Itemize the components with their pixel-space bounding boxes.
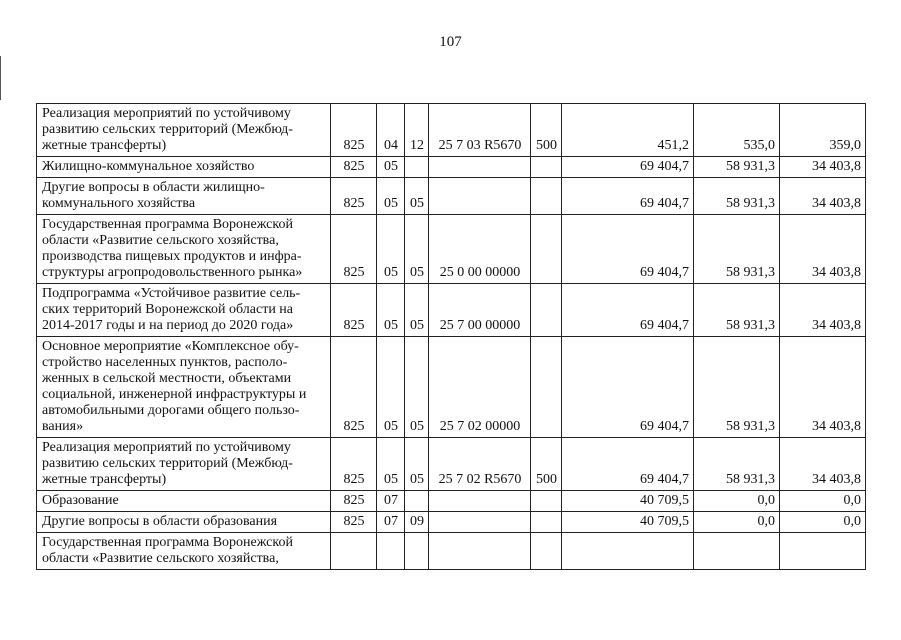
expense-type-cell (531, 491, 562, 512)
item-name-cell (37, 512, 331, 533)
section-cell: 05 (377, 178, 405, 215)
amount-2020-cell: 34 403,8 (780, 337, 866, 438)
amount-2018-cell: 69 404,7 (562, 438, 694, 491)
grbs-cell: 825 (331, 337, 377, 438)
item-name-line: социальной, инженерной инфраструктуры и (42, 387, 307, 402)
target-article-cell: 25 0 00 00000 (429, 215, 531, 284)
table-row (37, 178, 866, 215)
item-name-line: стройство населенных пунктов, располо- (42, 355, 288, 370)
item-name-line: Основное мероприятие «Комплексное обу- (42, 339, 299, 354)
amount-2018-cell: 40 709,5 (562, 491, 694, 512)
amount-2019-cell: 58 931,3 (694, 438, 780, 491)
section-cell: 05 (377, 438, 405, 491)
item-name-cell (37, 337, 331, 438)
grbs-cell: 825 (331, 157, 377, 178)
amount-2019-cell: 58 931,3 (694, 178, 780, 215)
grbs-cell (331, 533, 377, 570)
amount-2020-cell: 34 403,8 (780, 438, 866, 491)
amount-2019-cell (694, 533, 780, 570)
grbs-cell: 825 (331, 491, 377, 512)
amount-2018-cell: 69 404,7 (562, 178, 694, 215)
item-name-line: ских территорий Воронежской области на (42, 302, 294, 317)
section-cell: 05 (377, 284, 405, 337)
section-cell: 05 (377, 215, 405, 284)
target-article-cell (429, 491, 531, 512)
section-cell: 05 (377, 337, 405, 438)
grbs-cell: 825 (331, 178, 377, 215)
table-row (37, 491, 866, 512)
table-row (37, 284, 866, 337)
item-name-line: области «Развитие сельского хозяйства, (42, 233, 279, 248)
subsection-cell (405, 491, 429, 512)
section-cell: 07 (377, 491, 405, 512)
item-name-line: женных в сельской местности, объектами (42, 371, 292, 386)
budget-table (36, 103, 866, 570)
amount-2019-cell: 58 931,3 (694, 337, 780, 438)
item-name-line: Другие вопросы в области жилищно- (42, 180, 265, 195)
subsection-cell: 05 (405, 438, 429, 491)
amount-2020-cell: 34 403,8 (780, 284, 866, 337)
grbs-cell: 825 (331, 215, 377, 284)
amount-2018-cell (562, 533, 694, 570)
target-article-cell: 25 7 02 00000 (429, 337, 531, 438)
amount-2019-cell: 0,0 (694, 491, 780, 512)
table-row (37, 533, 866, 570)
grbs-cell: 825 (331, 284, 377, 337)
amount-2018-cell: 40 709,5 (562, 512, 694, 533)
subsection-cell (405, 533, 429, 570)
section-cell: 04 (377, 104, 405, 157)
item-name-line: 2014-2017 годы и на период до 2020 года» (42, 318, 294, 333)
expense-type-cell (531, 178, 562, 215)
item-name-line: Образование (42, 493, 119, 508)
item-name-line: коммунального хозяйства (42, 196, 196, 211)
item-name-line: жетные трансферты) (42, 472, 167, 487)
table-row (37, 512, 866, 533)
item-name-line: Жилищно-коммунальное хозяйство (42, 159, 255, 174)
target-article-cell: 25 7 02 R5670 (429, 438, 531, 491)
subsection-cell: 05 (405, 178, 429, 215)
item-name-cell (37, 438, 331, 491)
subsection-cell: 05 (405, 215, 429, 284)
section-cell (377, 533, 405, 570)
grbs-cell: 825 (331, 104, 377, 157)
amount-2018-cell: 451,2 (562, 104, 694, 157)
item-name-cell (37, 104, 331, 157)
target-article-cell: 25 7 00 00000 (429, 284, 531, 337)
table-row (37, 104, 866, 157)
amount-2018-cell: 69 404,7 (562, 337, 694, 438)
expense-type-cell: 500 (531, 438, 562, 491)
expense-type-cell (531, 337, 562, 438)
item-name-line: области «Развитие сельского хозяйства, (42, 551, 279, 566)
item-name-cell (37, 533, 331, 570)
table-body (37, 104, 866, 570)
grbs-cell: 825 (331, 512, 377, 533)
page-number: 107 (439, 34, 462, 50)
subsection-cell: 12 (405, 104, 429, 157)
table-row (37, 337, 866, 438)
item-name-line: Реализация мероприятий по устойчивому (42, 440, 291, 455)
amount-2018-cell: 69 404,7 (562, 157, 694, 178)
expense-type-cell (531, 157, 562, 178)
table-row (37, 215, 866, 284)
item-name-cell (37, 178, 331, 215)
section-cell: 07 (377, 512, 405, 533)
grbs-cell: 825 (331, 438, 377, 491)
amount-2019-cell: 58 931,3 (694, 215, 780, 284)
amount-2019-cell: 535,0 (694, 104, 780, 157)
amount-2018-cell: 69 404,7 (562, 284, 694, 337)
amount-2018-cell: 69 404,7 (562, 215, 694, 284)
target-article-cell: 25 7 03 R5670 (429, 104, 531, 157)
table-row (37, 438, 866, 491)
amount-2020-cell: 0,0 (780, 512, 866, 533)
item-name-cell (37, 157, 331, 178)
item-name-line: вания» (42, 419, 84, 434)
item-name-line: Подпрограмма «Устойчивое развитие сель- (42, 286, 301, 301)
subsection-cell: 05 (405, 284, 429, 337)
item-name-line: автомобильными дорогами общего пользо- (42, 403, 300, 418)
item-name-line: Государственная программа Воронежской (42, 217, 293, 232)
margin-mark (0, 56, 1, 100)
amount-2020-cell: 34 403,8 (780, 215, 866, 284)
amount-2019-cell: 58 931,3 (694, 157, 780, 178)
section-cell: 05 (377, 157, 405, 178)
item-name-line: жетные трансферты) (42, 138, 167, 153)
item-name-cell (37, 215, 331, 284)
subsection-cell: 09 (405, 512, 429, 533)
expense-type-cell (531, 533, 562, 570)
amount-2020-cell: 34 403,8 (780, 157, 866, 178)
item-name-line: Другие вопросы в области образования (42, 514, 278, 529)
expense-type-cell (531, 215, 562, 284)
expense-type-cell (531, 512, 562, 533)
amount-2020-cell (780, 533, 866, 570)
target-article-cell (429, 512, 531, 533)
item-name-cell (37, 284, 331, 337)
item-name-line: структуры агропродовольственного рынка» (42, 265, 303, 280)
amount-2020-cell: 0,0 (780, 491, 866, 512)
expense-type-cell (531, 284, 562, 337)
item-name-line: производства пищевых продуктов и инфра- (42, 249, 302, 264)
item-name-line: развитию сельских территорий (Межбюд- (42, 122, 293, 137)
item-name-line: развитию сельских территорий (Межбюд- (42, 456, 293, 471)
amount-2020-cell: 34 403,8 (780, 178, 866, 215)
target-article-cell (429, 533, 531, 570)
amount-2019-cell: 58 931,3 (694, 284, 780, 337)
table-row (37, 157, 866, 178)
item-name-line: Реализация мероприятий по устойчивому (42, 106, 291, 121)
amount-2020-cell: 359,0 (780, 104, 866, 157)
subsection-cell (405, 157, 429, 178)
item-name-cell (37, 491, 331, 512)
target-article-cell (429, 178, 531, 215)
expense-type-cell: 500 (531, 104, 562, 157)
target-article-cell (429, 157, 531, 178)
amount-2019-cell: 0,0 (694, 512, 780, 533)
subsection-cell: 05 (405, 337, 429, 438)
item-name-line: Государственная программа Воронежской (42, 535, 293, 550)
